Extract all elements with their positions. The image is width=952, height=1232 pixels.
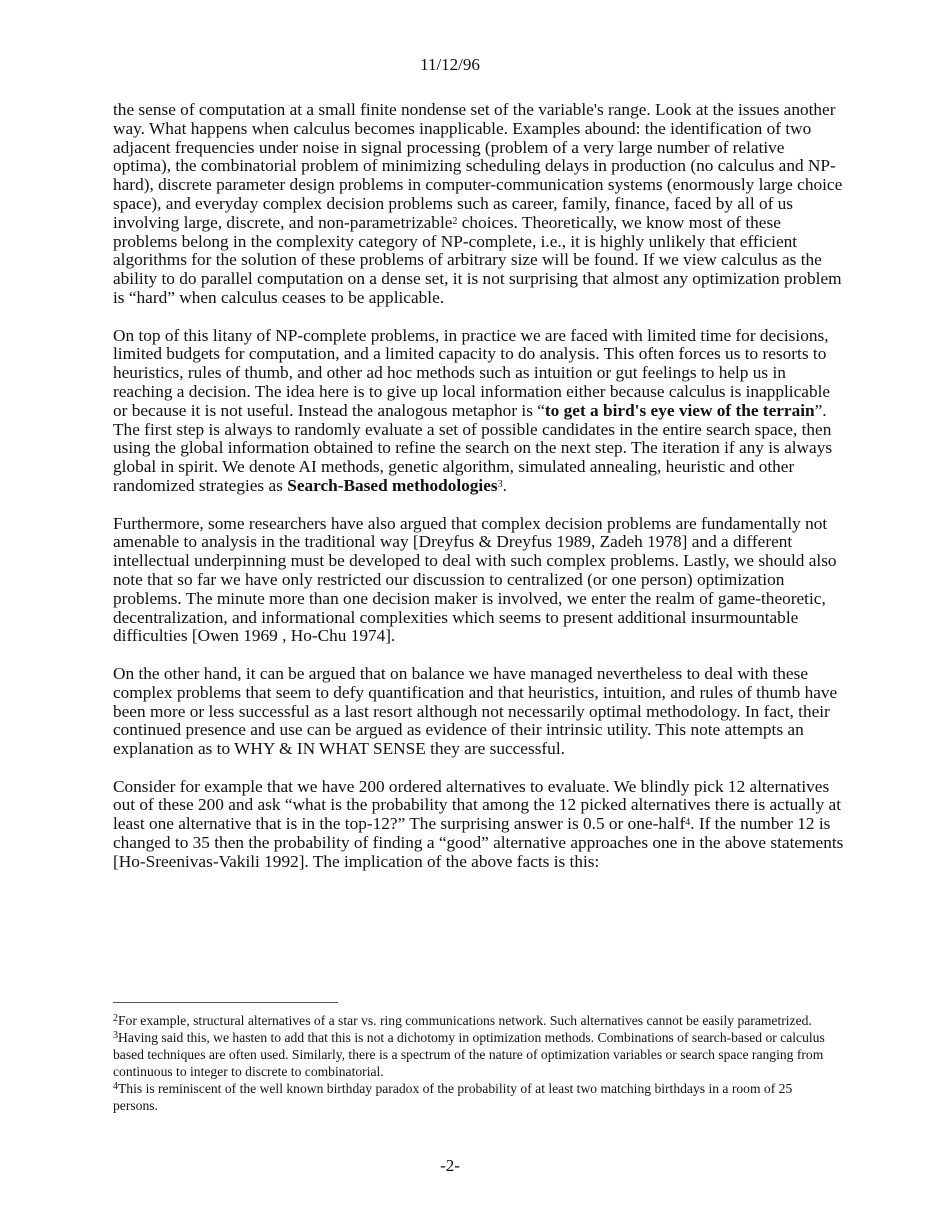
footnote-4: [113, 1080, 833, 1114]
paragraph-5: [113, 778, 845, 872]
header-date: 11/12/96: [420, 55, 480, 74]
search-based-methodologies-emphasis: Search-Based methodologies: [287, 475, 498, 495]
footnote-4-text: This is reminiscent of the well known birthday paradox of the probability of at least two matching birthdays in a room of 25 persons.: [113, 1081, 793, 1113]
footnote-divider: [113, 1002, 338, 1003]
footnote-2-number: 2: [113, 1013, 118, 1024]
footnote-ref-2: 2: [452, 215, 458, 227]
paragraph-4: On the other hand, it can be argued that on balance we have managed nevertheless to deal with these complex problems that seem to defy quantification and that heuristics, intuition, and rules of thumb have been more or less successful as a last resort although not necessarily optimal methodology. In fact, their continued presence and use can be argued as evidence of their intrinsic utility. This note attempts an explanation as to WHY & IN WHAT SENSE they are successful.: [113, 663, 838, 759]
paragraph-1-text-b: choices. Theoretically, we know most of these problems belong in the complexity category of NP-complete, i.e., it is highly unlikely that efficient algorithms for the solution of these problems of arbitrary size will be found. If we view calculus as the ability to do parallel computation on a dense set, it is not surprising that almost any optimization problem is “hard” when calculus ceases to be applicable.: [113, 212, 842, 307]
footnote-3-number: 3: [113, 1030, 118, 1041]
paragraph-5-text-b: . If the number 12 is changed to 35 then the probability of finding a “good” alternative approaches one in the above statements [Ho-Sreenivas-Vakili 1992]. The implication of the above facts is this:: [113, 814, 844, 871]
footnote-3: [113, 1029, 833, 1080]
footnote-2: [113, 1012, 833, 1029]
footnote-ref-3: 3: [497, 478, 503, 490]
paragraph-1-text-a: the sense of computation at a small finite nondense set of the variable's range. Look at the issues another way. What happens when calculus becomes inapplicable. Examples abound: the identification of two adjacent frequencies under noise in signal processing (problem of a very large number of relative optima), the combinatorial problem of minimizing scheduling delays in production (no calculus and NP-hard), discrete parameter design problems in computer-communication systems (enormously large choice space), and everyday complex decision problems such as career, family, finance, faced by all of us involving large, discrete, and non-parametrizable: [113, 100, 843, 232]
paragraph-1: [113, 101, 845, 308]
paragraph-2: [113, 327, 845, 496]
paragraph-3: Furthermore, some researchers have also argued that complex decision problems are fundamentally not amenable to analysis in the traditional way [Dreyfus & Dreyfus 1989, Zadeh 1978] and a different intellectual underpinning must be developed to deal with such complex problems. Lastly, we should also note that so far we have only restricted our discussion to centralized (or one person) optimization problems. The minute more than one decision maker is involved, we enter the realm of game-theoretic, decentralization, and informational complexities which seems to present additional insurmountable difficulties [Owen 1969 , Ho-Chu 1974].: [113, 513, 837, 646]
footnote-4-number: 4: [113, 1081, 118, 1092]
birds-eye-view-emphasis: to get a bird's eye view of the terrain: [544, 400, 815, 420]
footnote-ref-4: 4: [685, 817, 691, 829]
paragraph-5-text-a: Consider for example that we have 200 ordered alternatives to evaluate. We blindly pick 12 alternatives out of these 200 and ask “what is the probability that among the 12 picked alternatives there is actually at least one alternative that is in the top-12?” The surprising answer is 0.5 or one-half: [113, 776, 841, 834]
paragraph-2-text-a: On top of this litany of NP-complete problems, in practice we are faced with limited time for decisions, limited budgets for computation, and a limited capacity to do analysis. This often forces us to resorts to heuristics, rules of thumb, and other ad hoc methods such as intuition or gut feelings to help us in reaching a decision. The idea here is to give up local information either because calculus is inapplicable or because it is not useful. Instead the analogous metaphor is “: [113, 325, 831, 420]
body-text: [113, 101, 845, 890]
footnote-3-text: Having said this, we hasten to add that this is not a dichotomy in optimization methods. Combinations of search-based or calculus based techniques are often used. Similarly, there is a spectrum of the nature of optimization variables or search space ranging from continuous to integer to discrete to combinatorial.: [113, 1030, 825, 1079]
footnote-2-text: For example, structural alternatives of a star vs. ring communications network. Such alternatives cannot be easily parametrized.: [118, 1013, 812, 1028]
paragraph-2-text-b: ”. The first step is always to randomly evaluate a set of possible candidates in the entire search space, then using the global information obtained to refine the search on the next step. The iteration if any is always global in spirit. We denote AI methods, genetic algorithm, simulated annealing, heuristic and other randomized strategies as: [113, 400, 833, 495]
footnotes: [113, 1012, 833, 1114]
page-number: -2-: [440, 1156, 460, 1175]
paragraph-2-text-c: .: [502, 475, 507, 495]
